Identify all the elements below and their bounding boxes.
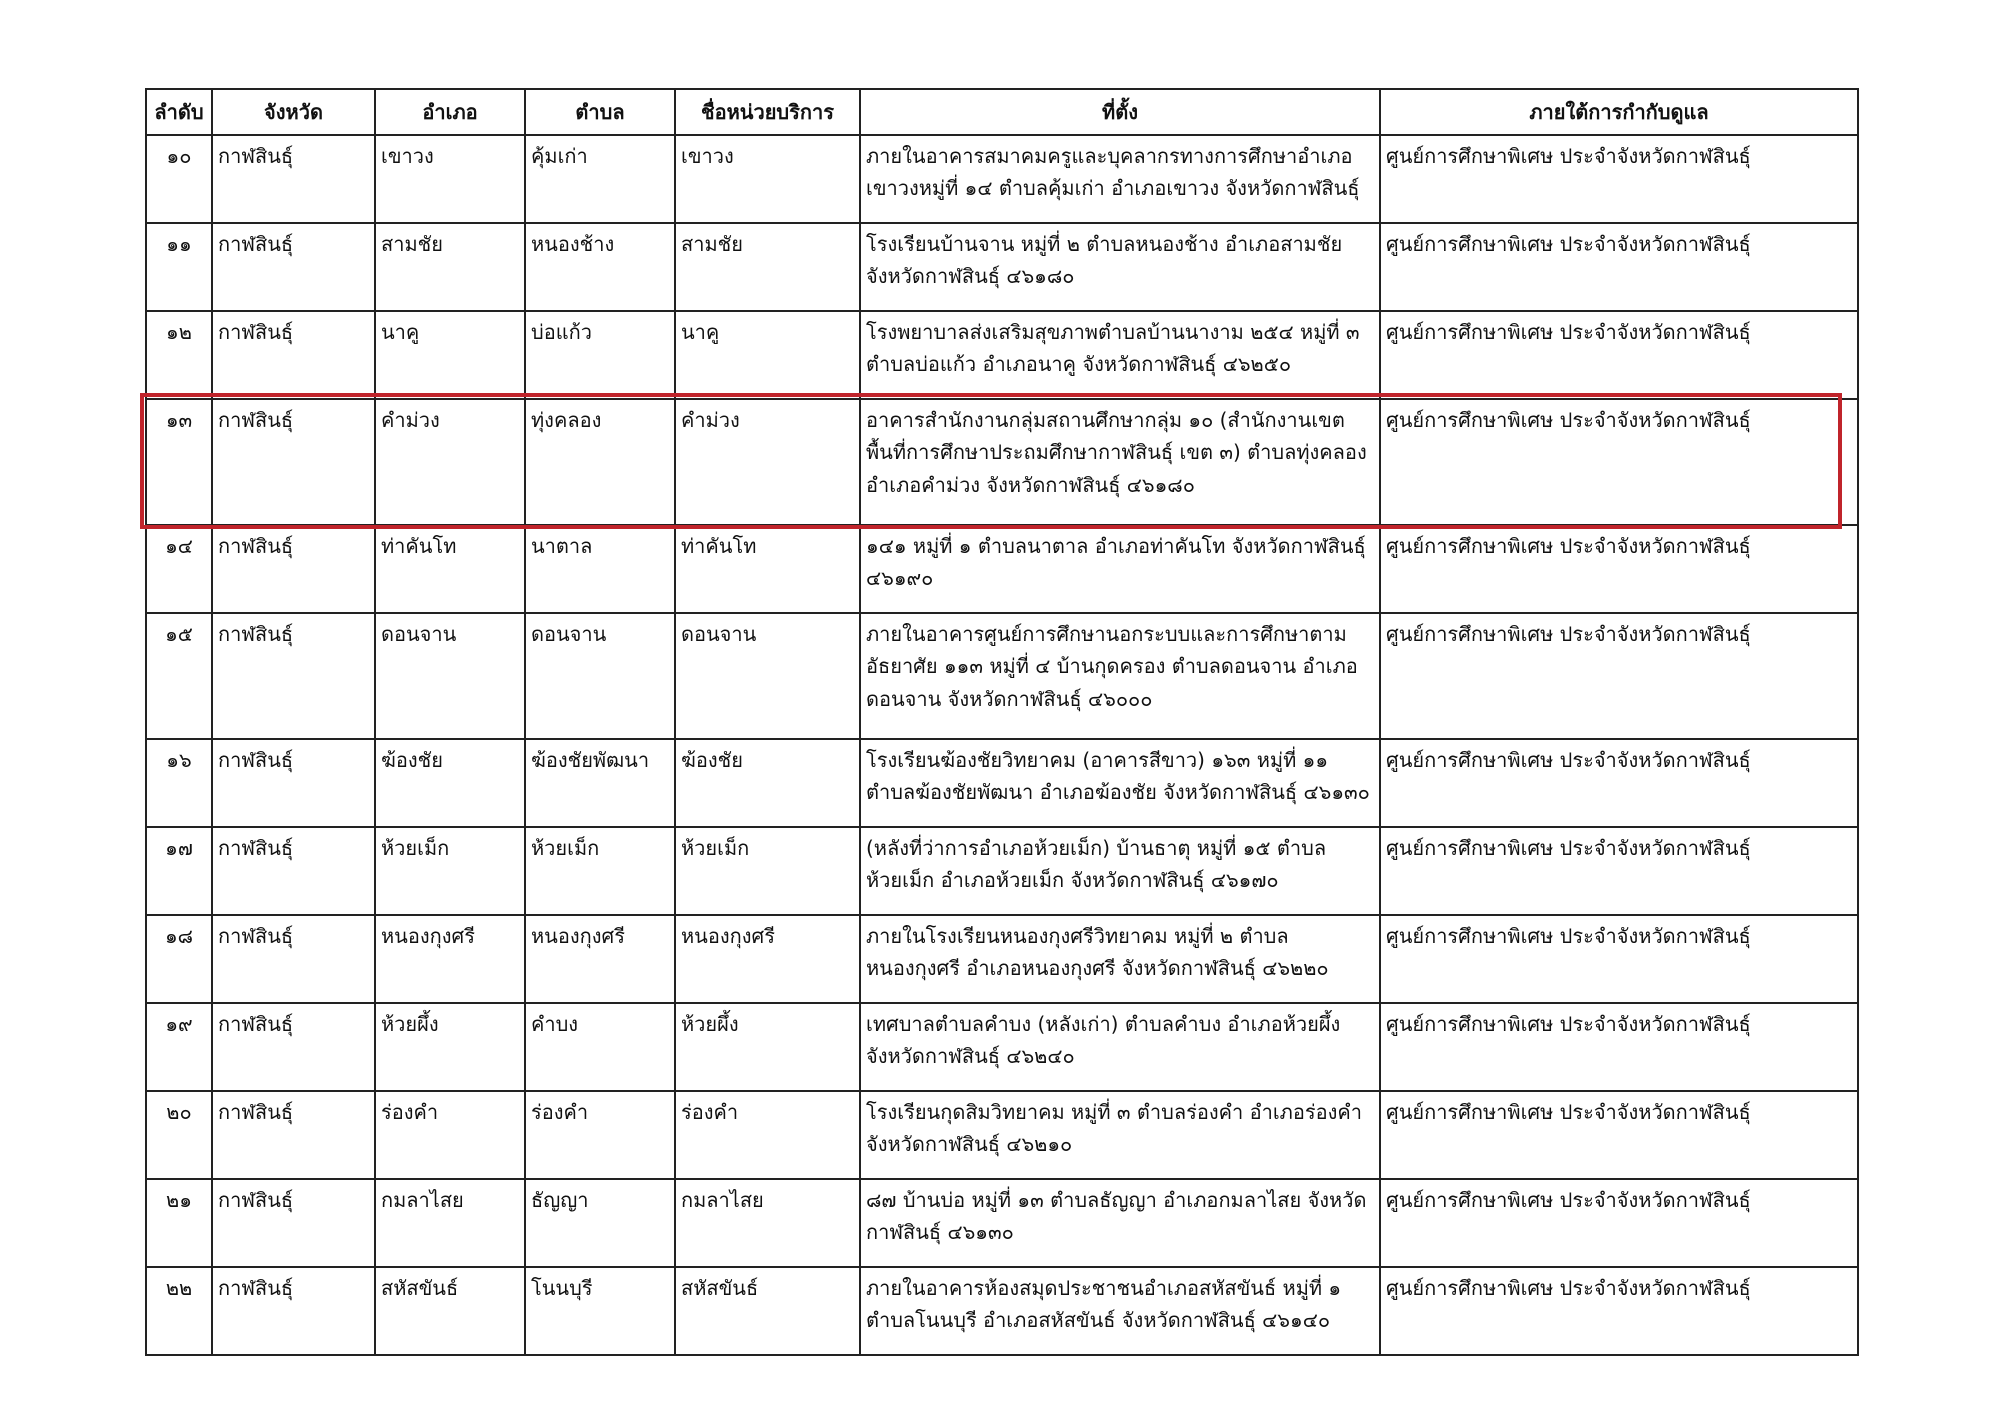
cell-unit: สหัสขันธ์ — [675, 1267, 860, 1355]
cell-subdistrict: ร่องคำ — [525, 1091, 675, 1179]
cell-subdistrict: หนองกุงศรี — [525, 915, 675, 1003]
header-supervisor: ภายใต้การกำกับดูแล — [1380, 89, 1858, 135]
cell-no: ๒๒ — [146, 1267, 212, 1355]
cell-province: กาฬสินธุ์ — [212, 1091, 375, 1179]
table-row — [146, 223, 1858, 311]
cell-no: ๑๘ — [146, 915, 212, 1003]
cell-subdistrict: ธัญญา — [525, 1179, 675, 1267]
cell-unit: ท่าคันโท — [675, 525, 860, 613]
cell-no: ๑๐ — [146, 135, 212, 223]
header-unit: ชื่อหน่วยบริการ — [675, 89, 860, 135]
table-row — [146, 525, 1858, 613]
cell-unit: ดอนจาน — [675, 613, 860, 739]
cell-supervisor: ศูนย์การศึกษาพิเศษ ประจำจังหวัดกาฬสินธุ์ — [1380, 1179, 1858, 1267]
table-row — [146, 613, 1858, 739]
table-header-row — [146, 89, 1858, 135]
table-row — [146, 135, 1858, 223]
cell-supervisor: ศูนย์การศึกษาพิเศษ ประจำจังหวัดกาฬสินธุ์ — [1380, 1003, 1858, 1091]
cell-unit: ห้วยผึ้ง — [675, 1003, 860, 1091]
header-province: จังหวัด — [212, 89, 375, 135]
cell-district: สหัสขันธ์ — [375, 1267, 525, 1355]
cell-province: กาฬสินธุ์ — [212, 399, 375, 525]
cell-no: ๒๑ — [146, 1179, 212, 1267]
cell-subdistrict: ทุ่งคลอง — [525, 399, 675, 525]
cell-province: กาฬสินธุ์ — [212, 739, 375, 827]
cell-district: หนองกุงศรี — [375, 915, 525, 1003]
cell-district: ห้วยเม็ก — [375, 827, 525, 915]
cell-district: ห้วยผึ้ง — [375, 1003, 525, 1091]
header-no: ลำดับ — [146, 89, 212, 135]
table-row — [146, 1179, 1858, 1267]
cell-supervisor: ศูนย์การศึกษาพิเศษ ประจำจังหวัดกาฬสินธุ์ — [1380, 915, 1858, 1003]
cell-province: กาฬสินธุ์ — [212, 525, 375, 613]
cell-location: เทศบาลตำบลคำบง (หลังเก่า) ตำบลคำบง อำเภอห้วยผึ้ง จังหวัดกาฬสินธุ์ ๔๖๒๔๐ — [860, 1003, 1380, 1091]
cell-no: ๑๑ — [146, 223, 212, 311]
cell-province: กาฬสินธุ์ — [212, 915, 375, 1003]
cell-no: ๑๖ — [146, 739, 212, 827]
cell-province: กาฬสินธุ์ — [212, 827, 375, 915]
cell-location: ภายในอาคารสมาคมครูและบุคลากรทางการศึกษาอำเภอเขาวงหมู่ที่ ๑๔ ตำบลคุ้มเก่า อำเภอเขาวง จังหวัดกาฬสินธุ์ — [860, 135, 1380, 223]
cell-unit: สามชัย — [675, 223, 860, 311]
cell-no: ๑๗ — [146, 827, 212, 915]
cell-supervisor: ศูนย์การศึกษาพิเศษ ประจำจังหวัดกาฬสินธุ์ — [1380, 613, 1858, 739]
cell-subdistrict: ห้วยเม็ก — [525, 827, 675, 915]
cell-supervisor: ศูนย์การศึกษาพิเศษ ประจำจังหวัดกาฬสินธุ์ — [1380, 399, 1858, 525]
cell-district: ท่าคันโท — [375, 525, 525, 613]
cell-district: นาคู — [375, 311, 525, 399]
table-row — [146, 1003, 1858, 1091]
cell-no: ๑๕ — [146, 613, 212, 739]
cell-supervisor: ศูนย์การศึกษาพิเศษ ประจำจังหวัดกาฬสินธุ์ — [1380, 525, 1858, 613]
cell-subdistrict: นาตาล — [525, 525, 675, 613]
cell-province: กาฬสินธุ์ — [212, 223, 375, 311]
cell-subdistrict: คำบง — [525, 1003, 675, 1091]
cell-district: กมลาไสย — [375, 1179, 525, 1267]
cell-subdistrict: หนองช้าง — [525, 223, 675, 311]
table-row — [146, 1091, 1858, 1179]
cell-location: (หลังที่ว่าการอำเภอห้วยเม็ก) บ้านธาตุ หมู่ที่ ๑๕ ตำบลห้วยเม็ก อำเภอห้วยเม็ก จังหวัดกาฬสินธุ์ ๔๖๑๗๐ — [860, 827, 1380, 915]
cell-no: ๑๔ — [146, 525, 212, 613]
cell-supervisor: ศูนย์การศึกษาพิเศษ ประจำจังหวัดกาฬสินธุ์ — [1380, 739, 1858, 827]
cell-district: เขาวง — [375, 135, 525, 223]
cell-supervisor: ศูนย์การศึกษาพิเศษ ประจำจังหวัดกาฬสินธุ์ — [1380, 223, 1858, 311]
header-location: ที่ตั้ง — [860, 89, 1380, 135]
cell-location: ภายในอาคารห้องสมุดประชาชนอำเภอสหัสขันธ์ หมู่ที่ ๑ ตำบลโนนบุรี อำเภอสหัสขันธ์ จังหวัดกาฬสินธุ์ ๔๖๑๔๐ — [860, 1267, 1380, 1355]
cell-unit: กมลาไสย — [675, 1179, 860, 1267]
cell-supervisor: ศูนย์การศึกษาพิเศษ ประจำจังหวัดกาฬสินธุ์ — [1380, 1267, 1858, 1355]
cell-supervisor: ศูนย์การศึกษาพิเศษ ประจำจังหวัดกาฬสินธุ์ — [1380, 311, 1858, 399]
cell-location: ภายในอาคารศูนย์การศึกษานอกระบบและการศึกษาตามอัธยาศัย ๑๑๓ หมู่ที่ ๔ บ้านกุดครอง ตำบลดอนจาน อำเภอดอนจาน จังหวัดกาฬสินธุ์ ๔๖๐๐๐ — [860, 613, 1380, 739]
cell-province: กาฬสินธุ์ — [212, 1179, 375, 1267]
cell-unit: เขาวง — [675, 135, 860, 223]
cell-subdistrict: คุ้มเก่า — [525, 135, 675, 223]
table-row-highlighted — [146, 399, 1858, 525]
header-district: อำเภอ — [375, 89, 525, 135]
service-units-table — [145, 88, 1859, 1356]
cell-supervisor: ศูนย์การศึกษาพิเศษ ประจำจังหวัดกาฬสินธุ์ — [1380, 1091, 1858, 1179]
cell-location: อาคารสำนักงานกลุ่มสถานศึกษากลุ่ม ๑๐ (สำนักงานเขตพื้นที่การศึกษาประถมศึกษากาฬสินธุ์ เขต ๓) ตำบลทุ่งคลอง อำเภอคำม่วง จังหวัดกาฬสินธุ์ ๔๖๑๘๐ — [860, 399, 1380, 525]
table-row — [146, 739, 1858, 827]
cell-unit: ห้วยเม็ก — [675, 827, 860, 915]
table-row — [146, 311, 1858, 399]
cell-location: ภายในโรงเรียนหนองกุงศรีวิทยาคม หมู่ที่ ๒ ตำบลหนองกุงศรี อำเภอหนองกุงศรี จังหวัดกาฬสินธุ์ ๔๖๒๒๐ — [860, 915, 1380, 1003]
table-row — [146, 1267, 1858, 1355]
cell-province: กาฬสินธุ์ — [212, 135, 375, 223]
cell-no: ๑๒ — [146, 311, 212, 399]
cell-district: สามชัย — [375, 223, 525, 311]
cell-location: โรงพยาบาลส่งเสริมสุขภาพตำบลบ้านนางาม ๒๕๔ หมู่ที่ ๓ ตำบลบ่อแก้ว อำเภอนาคู จังหวัดกาฬสินธุ์ ๔๖๒๕๐ — [860, 311, 1380, 399]
cell-no: ๑๙ — [146, 1003, 212, 1091]
cell-unit: ฆ้องชัย — [675, 739, 860, 827]
cell-district: ฆ้องชัย — [375, 739, 525, 827]
cell-supervisor: ศูนย์การศึกษาพิเศษ ประจำจังหวัดกาฬสินธุ์ — [1380, 827, 1858, 915]
cell-province: กาฬสินธุ์ — [212, 311, 375, 399]
cell-supervisor: ศูนย์การศึกษาพิเศษ ประจำจังหวัดกาฬสินธุ์ — [1380, 135, 1858, 223]
cell-subdistrict: บ่อแก้ว — [525, 311, 675, 399]
cell-location: โรงเรียนฆ้องชัยวิทยาคม (อาคารสีขาว) ๑๖๓ หมู่ที่ ๑๑ ตำบลฆ้องชัยพัฒนา อำเภอฆ้องชัย จังหวัดกาฬสินธุ์ ๔๖๑๓๐ — [860, 739, 1380, 827]
cell-unit: คำม่วง — [675, 399, 860, 525]
cell-no: ๑๓ — [146, 399, 212, 525]
cell-province: กาฬสินธุ์ — [212, 1003, 375, 1091]
cell-unit: ร่องคำ — [675, 1091, 860, 1179]
cell-location: โรงเรียนกุดสิมวิทยาคม หมู่ที่ ๓ ตำบลร่องคำ อำเภอร่องคำ จังหวัดกาฬสินธุ์ ๔๖๒๑๐ — [860, 1091, 1380, 1179]
cell-unit: นาคู — [675, 311, 860, 399]
cell-unit: หนองกุงศรี — [675, 915, 860, 1003]
header-subdistrict: ตำบล — [525, 89, 675, 135]
cell-district: ร่องคำ — [375, 1091, 525, 1179]
cell-subdistrict: ดอนจาน — [525, 613, 675, 739]
cell-location: ๘๗ บ้านบ่อ หมู่ที่ ๑๓ ตำบลธัญญา อำเภอกมลาไสย จังหวัดกาฬสินธุ์ ๔๖๑๓๐ — [860, 1179, 1380, 1267]
cell-subdistrict: ฆ้องชัยพัฒนา — [525, 739, 675, 827]
cell-location: ๑๔๑ หมู่ที่ ๑ ตำบลนาตาล อำเภอท่าคันโท จังหวัดกาฬสินธุ์ ๔๖๑๙๐ — [860, 525, 1380, 613]
cell-province: กาฬสินธุ์ — [212, 1267, 375, 1355]
cell-district: ดอนจาน — [375, 613, 525, 739]
table-row — [146, 827, 1858, 915]
table-row — [146, 915, 1858, 1003]
cell-location: โรงเรียนบ้านจาน หมู่ที่ ๒ ตำบลหนองช้าง อำเภอสามชัย จังหวัดกาฬสินธุ์ ๔๖๑๘๐ — [860, 223, 1380, 311]
cell-district: คำม่วง — [375, 399, 525, 525]
cell-province: กาฬสินธุ์ — [212, 613, 375, 739]
cell-subdistrict: โนนบุรี — [525, 1267, 675, 1355]
cell-no: ๒๐ — [146, 1091, 212, 1179]
